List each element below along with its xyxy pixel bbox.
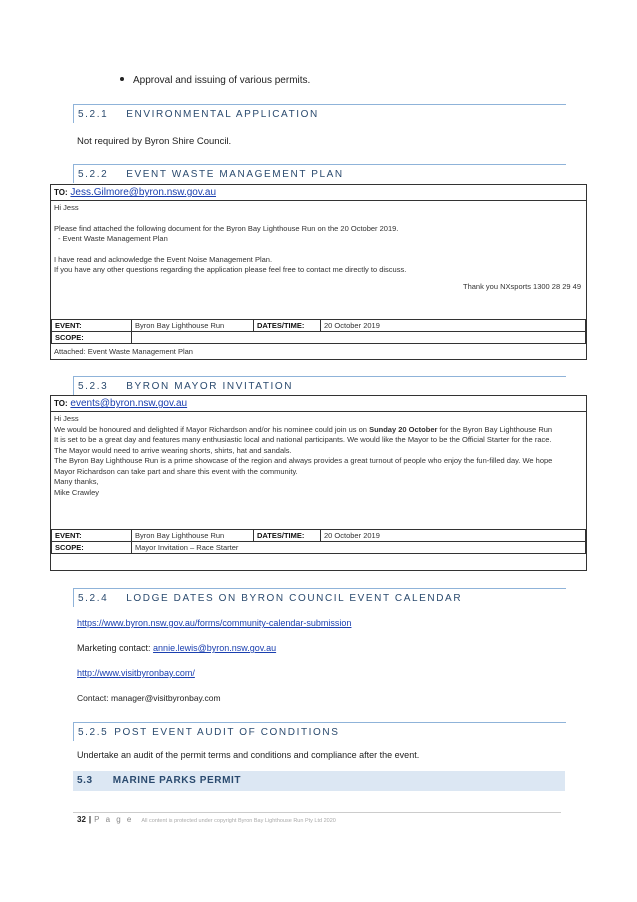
section-heading-5-2-3: 5.2.3 BYRON MAYOR INVITATION <box>73 376 566 395</box>
email-body: Hi Jess We would be honoured and delighted if Mayor Richardson and/or his nominee could join us on Sunday 20 October for the Byron Bay Lighthouse Run It is set to be a great day and features many enthusiastic local and national participants. We would like the Mayor to be the Official Starter for the race. The Mayor would need to arrive wearing shorts, shirts, hat and sandals. The Byron Bay Lighthouse Run is a prime showcase of the region and always provides a great turnout of people who enjoy the fun-filled day. We hope Mayor Richardson can take part and share this event with the community. Many thanks, Mike Crawley <box>54 414 553 497</box>
page-number: 32 <box>77 815 86 824</box>
section-heading-5-2-5: 5.2.5 POST EVENT AUDIT OF CONDITIONS <box>73 722 566 741</box>
email-attachment: Attached: Event Waste Management Plan <box>54 347 193 356</box>
bullet-item: Approval and issuing of various permits. <box>120 75 310 86</box>
email-meta-table: EVENT: Byron Bay Lighthouse Run DATES/TIME: 20 October 2019 SCOPE: <box>51 319 586 344</box>
email-waste-plan <box>50 184 587 360</box>
footer-divider <box>73 812 561 813</box>
email-body: Hi Jess Please find attached the following document for the Byron Bay Lighthouse Run on the 20 October 2019. - Event Waste Management Plan I have read and acknowledge the Event Noise Management Plan. If you have any other questions regarding the application please feel free to contact me directly to discuss. Thank you NXsports 1300 28 29 49 <box>54 203 581 291</box>
email-meta-table: EVENT: Byron Bay Lighthouse Run DATES/TIME: 20 October 2019 SCOPE: Mayor Invitation – Race Starter <box>51 529 586 554</box>
copyright-notice: All content is protected under copyright Byron Bay Lighthouse Run Pty Ltd 2020 <box>141 818 336 824</box>
email-to-address[interactable]: events@byron.nsw.gov.au <box>70 398 188 409</box>
calendar-submission-link[interactable]: https://www.byron.nsw.gov.au/forms/community-calendar-submission <box>77 618 352 628</box>
visit-byron-link[interactable]: http://www.visitbyronbay.com/ <box>77 668 195 678</box>
bullet-dot-icon <box>120 77 124 81</box>
section-5-2-1-text: Not required by Byron Shire Council. <box>77 136 232 147</box>
contact-line: Contact: manager@visitbyronbay.com <box>77 693 221 703</box>
email-to-address[interactable]: Jess.Gilmore@byron.nsw.gov.au <box>70 187 217 198</box>
marketing-email-link[interactable]: annie.lewis@byron.nsw.gov.au <box>153 643 277 653</box>
section-heading-5-3: 5.3 MARINE PARKS PERMIT <box>73 771 565 791</box>
section-heading-5-2-4: 5.2.4 LODGE DATES ON BYRON COUNCIL EVENT CALENDAR <box>73 588 566 607</box>
email-to-row: TO: events@byron.nsw.gov.au <box>51 396 586 412</box>
email-to-row: TO: Jess.Gilmore@byron.nsw.gov.au <box>51 185 586 201</box>
section-heading-5-2-1: 5.2.1 ENVIRONMENTAL APPLICATION <box>73 104 566 123</box>
marketing-contact: Marketing contact: annie.lewis@byron.nsw.gov.au <box>77 643 277 653</box>
page-footer: 32 | P a g e All content is protected under copyright Byron Bay Lighthouse Run Pty Ltd 2020 <box>77 815 336 824</box>
email-mayor-invitation <box>50 395 587 571</box>
section-5-2-5-text: Undertake an audit of the permit terms and conditions and compliance after the event. <box>77 750 420 760</box>
section-heading-5-2-2: 5.2.2 EVENT WASTE MANAGEMENT PLAN <box>73 164 566 183</box>
